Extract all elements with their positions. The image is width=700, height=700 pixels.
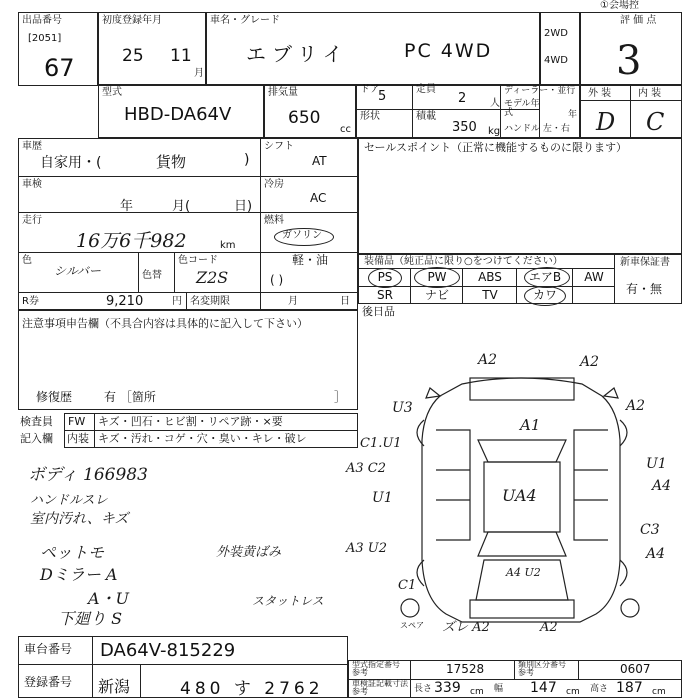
exterior-grade: D (596, 108, 616, 136)
repair-close: ］ (334, 390, 347, 404)
hw-line-7: 下廻り S (58, 609, 123, 628)
color-value: シルバー (54, 264, 101, 278)
lot-number: 67 (44, 54, 75, 82)
shift-value: AT (312, 154, 327, 168)
insp-year: 年 (120, 199, 134, 214)
yen-unit: 円 (172, 296, 182, 307)
nc-month: 月 (288, 296, 298, 307)
disp-value: 650 (288, 108, 321, 128)
hw-line-2: ハンドルスレ (30, 493, 108, 508)
dims-label: 車検証記載寸法 参考 (352, 679, 408, 696)
class-label: 類別区分番号 参考 (518, 660, 566, 677)
drive-4wd: 4WD (544, 55, 568, 66)
hw-line-1: ボディ 166983 (28, 465, 148, 485)
inspector-label-1: 検査員 (20, 415, 53, 428)
usage-close: ) (244, 152, 250, 168)
equip-airbag: エアB (528, 270, 562, 284)
reg-year: 25 (122, 46, 144, 66)
score-label: 評 価 点 (620, 15, 657, 26)
equip-navi: ナビ (424, 288, 449, 302)
dmg-a2-right: A2 (626, 398, 646, 414)
mileage-value: 16万6千982 (76, 230, 187, 252)
inspector-row2: キズ・汚れ・コゲ・穴・臭い・キレ・破レ (98, 432, 307, 445)
dmg-a3-u2: A3 U2 (346, 541, 388, 556)
model-label: 型式 (102, 87, 122, 98)
cm-3: cm (652, 687, 666, 697)
hw-line-5: Dミラー A (40, 565, 118, 584)
person-unit: 人 (490, 98, 500, 109)
height-value: 187 (616, 680, 643, 696)
reg-area: 新潟 (98, 677, 131, 696)
cc-unit: cc (340, 124, 351, 135)
inspector-label-2: 記入欄 (20, 432, 53, 445)
cm-1: cm (470, 687, 484, 697)
ac-label: 冷房 (264, 179, 284, 190)
inspector-fw: FW (68, 415, 86, 428)
name-change-label: 名変期限 (190, 296, 230, 307)
repair-value: 有 ［箇所 (104, 390, 156, 404)
chassis-no: DA64V-815229 (100, 640, 236, 661)
fuel-paren: ( ) (270, 273, 284, 287)
dmg-u3: U3 (392, 400, 413, 416)
drive-2wd: 2WD (544, 28, 568, 39)
lot-label: 出品番号 (22, 15, 62, 26)
hw-line-4: ペットモ (40, 543, 105, 562)
model-value: HBD-DA64V (124, 104, 232, 125)
equip-ps: PS (377, 270, 393, 284)
capacity-label: 定員 (416, 84, 436, 95)
class-no: 0607 (620, 662, 651, 676)
car-grade: PC 4WD (404, 40, 493, 62)
score-value: 3 (616, 38, 642, 84)
shape-label: 形状 (360, 111, 380, 122)
color-change-label: 色替 (142, 270, 162, 281)
hw-right-2: スタットレス (252, 594, 324, 608)
dmg-zure-a2: ズレ A2 (442, 620, 490, 635)
length-value: 339 (434, 680, 461, 696)
model-year-label: モデル年式 (504, 99, 540, 118)
exterior-label: 外 装 (588, 88, 612, 99)
warranty-value: 有・無 (626, 282, 663, 296)
equip-tv: TV (482, 288, 498, 302)
cm-2: cm (566, 687, 580, 697)
name-label: 車名・グレード (210, 15, 280, 26)
color-label: 色 (22, 255, 32, 266)
lot-code: [2051] (28, 33, 62, 44)
dmg-c3: C3 (640, 522, 660, 538)
r-label: R券 (22, 296, 39, 307)
reg-month: 11 (170, 46, 192, 66)
fuel-value: ガソリン (282, 230, 322, 241)
door-value: 5 (378, 89, 387, 104)
month-unit: 月 (194, 68, 204, 79)
equip-pw: PW (427, 270, 447, 284)
year-unit: 年 (568, 110, 578, 120)
insp-day: 日) (234, 199, 253, 214)
dmg-c1-bottom: C1 (398, 578, 417, 593)
dmg-a4-right: A4 (652, 478, 672, 494)
reg-no: 480 す 2762 (180, 679, 324, 699)
door-label: ドア (360, 84, 380, 95)
dealer-label: ディーラー・並行 (504, 86, 576, 96)
reg-label: 登録番号 (24, 675, 73, 689)
dmg-a4-u2-rear: A4 U2 (506, 566, 541, 579)
capacity-value: 2 (458, 91, 467, 106)
equip-leather: カワ (532, 288, 557, 302)
r-amount: 9,210 (106, 294, 144, 309)
inspector-interior: 内装 (67, 432, 89, 445)
sales-point-label: セールスポイント（正常に機能するものに限ります） (364, 141, 628, 154)
hw-line-3: 室内汚れ、キズ (30, 511, 129, 527)
hw-line-6: A・U (88, 589, 130, 608)
dmg-a1: A1 (520, 416, 541, 434)
dmg-a2-top-right: A2 (580, 354, 600, 370)
handle-label: ハンドル 左・右 (504, 124, 570, 134)
dmg-a3-c2: A3 C2 (346, 461, 387, 476)
equipment-label: 装備品（純正品に限り○をつけてください） (364, 256, 563, 267)
chassis-label: 車台番号 (24, 642, 73, 656)
usage: 自家用・( (40, 155, 102, 171)
history-label: 車歴 (22, 141, 42, 152)
inspection-label: 車検 (22, 179, 42, 190)
width-label: 幅 (494, 684, 504, 694)
km-unit: km (220, 240, 236, 251)
mileage-label: 走行 (22, 215, 42, 226)
equip-abs: ABS (478, 270, 502, 284)
form-no: 17528 (446, 662, 485, 676)
width-value: 147 (530, 680, 557, 696)
after-label: 後日品 (362, 305, 395, 318)
load-label: 積載 (416, 111, 436, 122)
kg-unit: kg (488, 126, 501, 137)
insp-month: 月( (172, 199, 191, 214)
dmg-c1-u1: C1.U1 (360, 436, 402, 451)
inspector-row1: キズ・凹石・ヒビ割・リペア跡・×要 (98, 415, 283, 428)
fuel2: 軽・油 (292, 253, 329, 267)
fuel-label: 燃料 (264, 215, 284, 226)
usage-type: 貨物 (156, 153, 187, 171)
height-label: 高さ (590, 684, 609, 694)
disp-label: 排気量 (268, 87, 298, 98)
spare-label: スペア (400, 621, 424, 630)
interior-grade: C (646, 108, 665, 136)
nc-day: 日 (340, 296, 350, 307)
dmg-u1-left: U1 (372, 490, 393, 506)
interior-label: 内 装 (638, 88, 662, 99)
repair-label: 修復歴 (36, 390, 73, 404)
top-right-mark: ①会場控 (600, 0, 639, 11)
dmg-ua4: UA4 (502, 486, 537, 505)
color-code: Z2S (196, 268, 229, 287)
first-reg-label: 初度登録年月 (102, 15, 162, 26)
hw-right-1: 外装黄ばみ (216, 545, 282, 560)
dmg-a2-top-left: A2 (478, 352, 498, 368)
load-value: 350 (452, 120, 477, 135)
dmg-u1-right: U1 (646, 456, 667, 472)
len-label: 長さ (414, 684, 433, 694)
new-car-label: 新車保証書 (620, 257, 670, 268)
dmg-a4-lower: A4 (646, 546, 666, 562)
ac-value: AC (310, 191, 327, 205)
car-name: エブリイ (246, 42, 349, 66)
equip-aw: AW (584, 270, 604, 284)
color-code-label: 色コード (178, 255, 218, 266)
equip-sr: SR (377, 288, 393, 302)
form-label: 型式指定番号 参考 (352, 660, 400, 677)
notes-label: 注意事項申告欄（不具合内容は具体的に記入して下さい） (22, 317, 308, 330)
shift-label: シフト (264, 141, 294, 152)
dmg-a2-bottom: A2 (540, 620, 558, 635)
